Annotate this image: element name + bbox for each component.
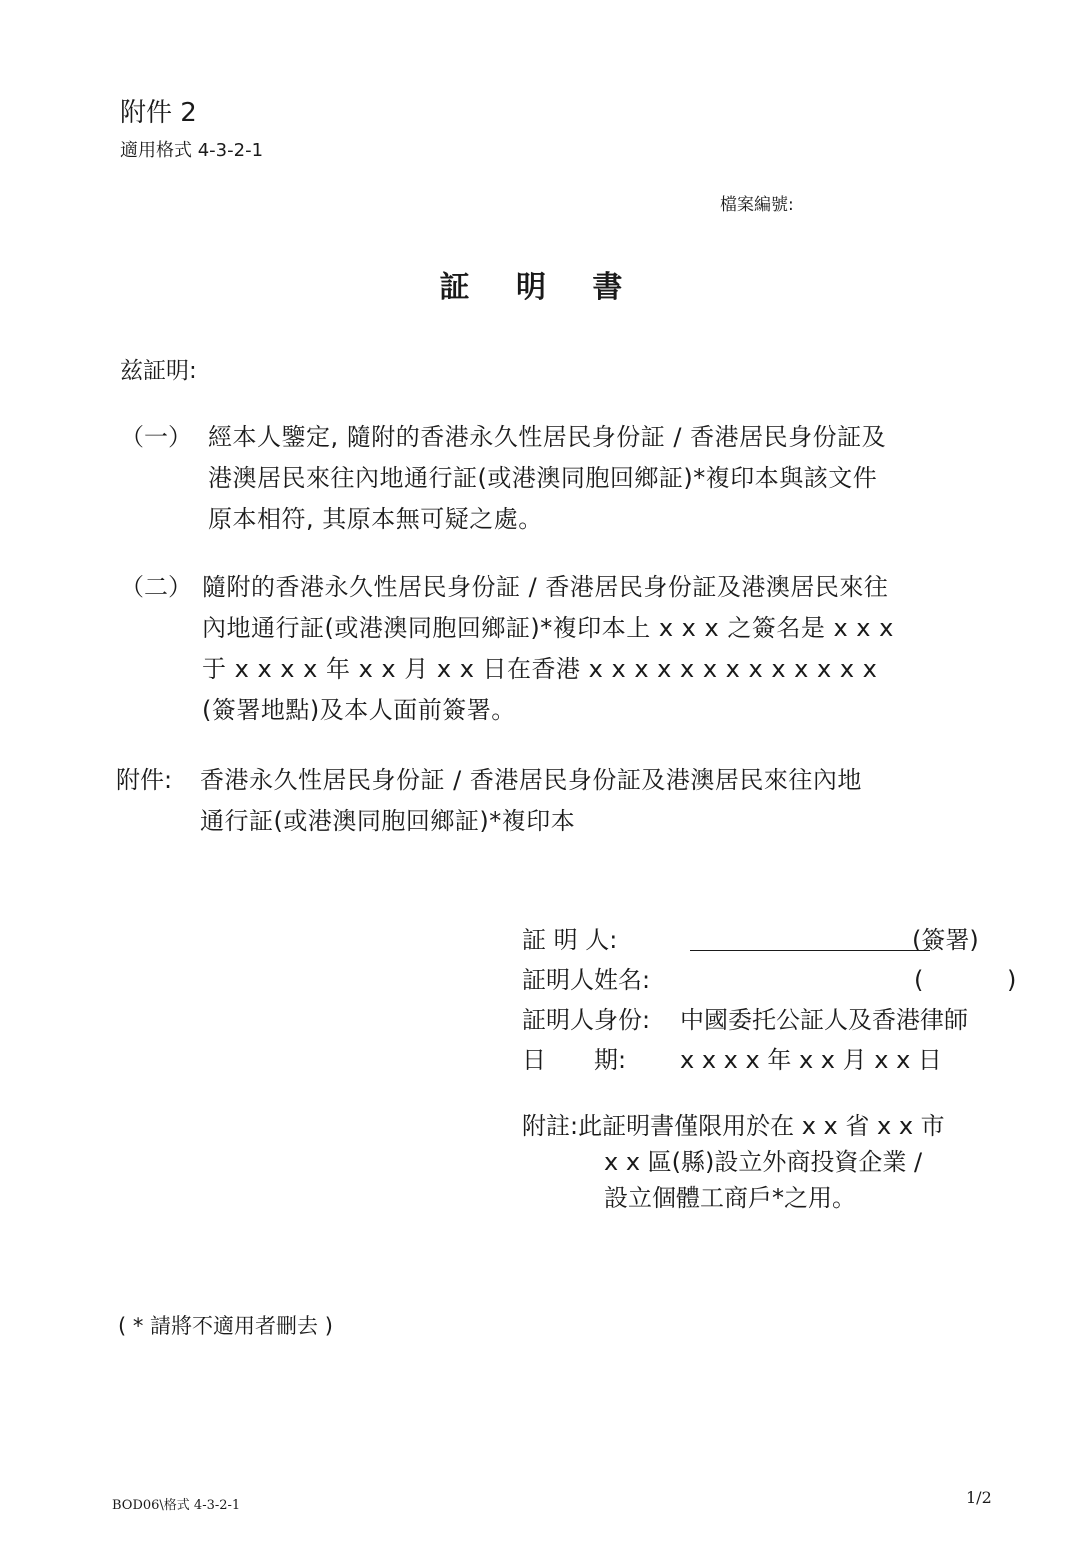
clause-body — [208, 417, 988, 540]
footnote: ( * 請將不適用者刪去 ) — [118, 1314, 333, 1338]
certifier-label: 証 明 人: — [522, 926, 618, 954]
attachment-line: 香港永久性居民身份証 / 香港居民身份証及港澳居民來往內地 — [200, 766, 862, 794]
remark-label: 附註: — [522, 1112, 579, 1140]
certifier-identity-value: 中國委托公証人及香港律師 — [680, 1006, 968, 1034]
clause-line: 經本人鑒定, 隨附的香港永久性居民身份証 / 香港居民身份証及 — [208, 423, 887, 451]
date-row — [522, 1040, 992, 1080]
format-code: 適用格式 4-3-2-1 — [120, 140, 264, 161]
attachment-line: 通行証(或港澳同胞回鄉証)*複印本 — [200, 807, 576, 835]
name-row — [522, 960, 1055, 1000]
name-parentheses: ( ) — [914, 966, 1055, 994]
clause-line: (簽署地點)及本人面前簽署。 — [202, 696, 516, 724]
attachment-label: 附件: — [116, 766, 173, 794]
signature-line — [690, 950, 930, 951]
signature-suffix: (簽署) — [912, 926, 979, 954]
identity-row — [522, 1000, 992, 1040]
intro-text: 兹証明: — [120, 358, 197, 384]
certifier-identity-label: 証明人身份: — [522, 1006, 651, 1034]
clause-line: 內地通行証(或港澳同胞回鄉証)*複印本上 x x x 之簽名是 x x x — [202, 614, 894, 642]
remark-block — [522, 1108, 945, 1216]
clause-body — [202, 567, 982, 731]
clause-number: （二） — [120, 573, 192, 601]
remark-line: 此証明書僅限用於在 x x 省 x x 市 — [578, 1112, 945, 1140]
certifier-row — [522, 920, 992, 960]
clause-line: 于 x x x x 年 x x 月 x x 日在香港 x x x x x x x x x x x x x — [202, 655, 878, 683]
document-code: BOD06\格式 4-3-2-1 — [112, 1498, 241, 1513]
certifier-name-label: 証明人姓名: — [522, 966, 651, 994]
date-value: x x x x 年 x x 月 x x 日 — [680, 1046, 942, 1074]
attachment-body — [200, 760, 980, 842]
remark-line: 設立個體工商戶*之用。 — [604, 1184, 856, 1212]
signature-block — [522, 920, 1055, 1080]
clause-number: （一） — [120, 423, 192, 451]
clause-line: 港澳居民來往內地通行証(或港澳同胞回鄉証)*複印本與該文件 — [208, 464, 878, 492]
file-number-label: 檔案編號: — [720, 195, 794, 215]
clause-line: 原本相符, 其原本無可疑之處。 — [208, 505, 543, 533]
page-title: 証 明 書 — [439, 270, 641, 305]
date-label: 日 期: — [522, 1046, 627, 1074]
clause-line: 隨附的香港永久性居民身份証 / 香港居民身份証及港澳居民來往 — [202, 573, 889, 601]
page-number: 1/2 — [966, 1488, 992, 1507]
attachment-number: 附件 2 — [120, 98, 197, 128]
remark-line: x x 區(縣)設立外商投資企業 / — [604, 1148, 923, 1176]
